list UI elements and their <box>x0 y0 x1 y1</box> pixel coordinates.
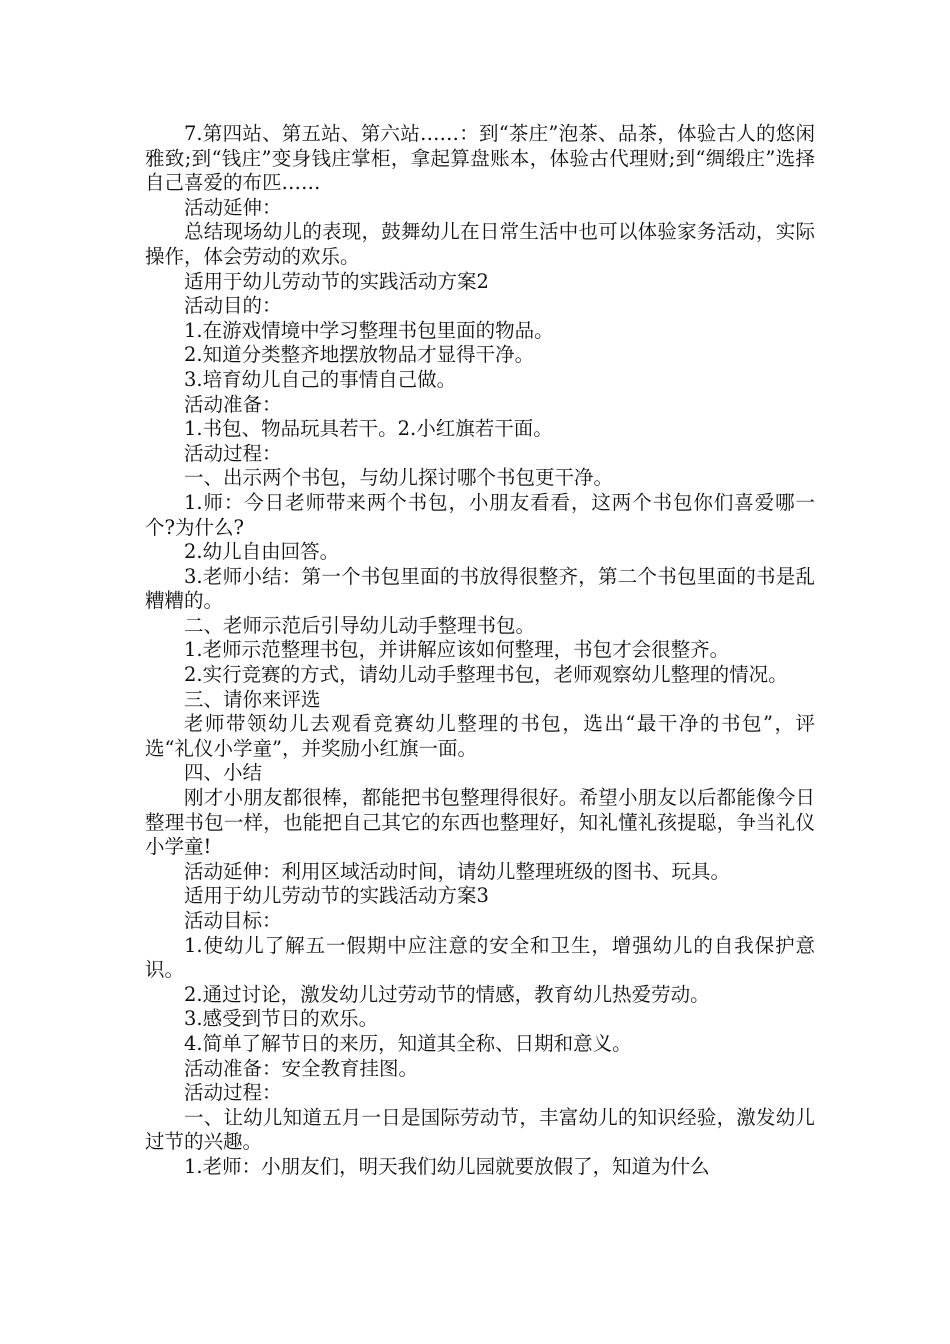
paragraph: 1.书包、物品玩具若干。2.小红旗若干面。 <box>184 417 553 441</box>
section-heading: 适用于幼儿劳动节的实践活动方案2 <box>184 269 489 293</box>
paragraph: 二、老师示范后引导幼儿动手整理书包。 <box>184 613 536 637</box>
paragraph: 3.老师小结：第一个书包里面的书放得很整齐，第二个书包里面的书是乱糟糟的。 <box>145 564 815 613</box>
section-heading: 适用于幼儿劳动节的实践活动方案3 <box>184 884 489 908</box>
paragraph: 2.实行竞赛的方式，请幼儿动手整理书包，老师观察幼儿整理的情况。 <box>184 663 788 687</box>
paragraph: 一、出示两个书包，与幼儿探讨哪个书包更干净。 <box>184 466 614 490</box>
paragraph: 3.感受到节日的欢乐。 <box>184 1007 379 1031</box>
paragraph: 1.师：今日老师带来两个书包，小朋友看看，这两个书包你们喜爱哪一个?为什么? <box>145 490 815 539</box>
paragraph: 刚才小朋友都很棒，都能把书包整理得很好。希望小朋友以后都能像今日整理书包一样，也能把自己其它的东西也整理好，知礼懂礼孩提聪，争当礼仪小学童! <box>145 786 815 859</box>
paragraph: 7.第四站、第五站、第六站……：到“茶庄”泡茶、品茶，体验古人的悠闲雅致;到“钱庄”变身钱庄掌柜，拿起算盘账本，体验古代理财;到“绸缎庄”选择自己喜爱的布匹…… <box>145 122 815 195</box>
paragraph: 老师带领幼儿去观看竞赛幼儿整理的书包，选出“最干净的书包”，评选“礼仪小学童”，并奖励小红旗一面。 <box>145 712 815 760</box>
paragraph: 1.在游戏情境中学习整理书包里面的物品。 <box>184 318 554 342</box>
paragraph: 活动延伸： <box>184 195 282 219</box>
paragraph: 活动准备：安全教育挂图。 <box>184 1056 419 1080</box>
paragraph: 2.知道分类整齐地摆放物品才显得干净。 <box>184 343 535 367</box>
paragraph: 2.通过讨论，激发幼儿过劳动节的情感，教育幼儿热爱劳动。 <box>184 982 710 1006</box>
paragraph: 三、请你来评选 <box>184 687 321 711</box>
paragraph: 3.培育幼儿自己的事情自己做。 <box>184 367 457 391</box>
paragraph: 活动目的： <box>184 294 282 318</box>
document-body <box>145 122 815 1180</box>
paragraph: 4.简单了解节日的来历，知道其全称、日期和意义。 <box>184 1031 632 1055</box>
paragraph: 总结现场幼儿的表现，鼓舞幼儿在日常生活中也可以体验家务活动，实际操作，体会劳动的欢乐。 <box>145 220 815 268</box>
paragraph: 活动目标： <box>184 909 282 932</box>
paragraph: 1.老师：小朋友们，明天我们幼儿园就要放假了，知道为什么 <box>184 1154 710 1178</box>
paragraph: 活动准备： <box>184 392 282 416</box>
paragraph: 2.幼儿自由回答。 <box>184 540 340 564</box>
paragraph: 活动过程： <box>184 441 282 465</box>
paragraph: 1.老师示范整理书包，并讲解应该如何整理，书包才会很整齐。 <box>184 638 730 662</box>
paragraph: 活动延伸：利用区域活动时间，请幼儿整理班级的图书、玩具。 <box>184 859 731 883</box>
paragraph: 活动过程： <box>184 1081 282 1105</box>
paragraph: 一、让幼儿知道五月一日是国际劳动节，丰富幼儿的知识经验，激发幼儿过节的兴趣。 <box>145 1105 815 1154</box>
paragraph: 四、小结 <box>184 761 263 785</box>
paragraph: 1.使幼儿了解五一假期中应注意的安全和卫生，增强幼儿的自我保护意识。 <box>145 933 815 982</box>
